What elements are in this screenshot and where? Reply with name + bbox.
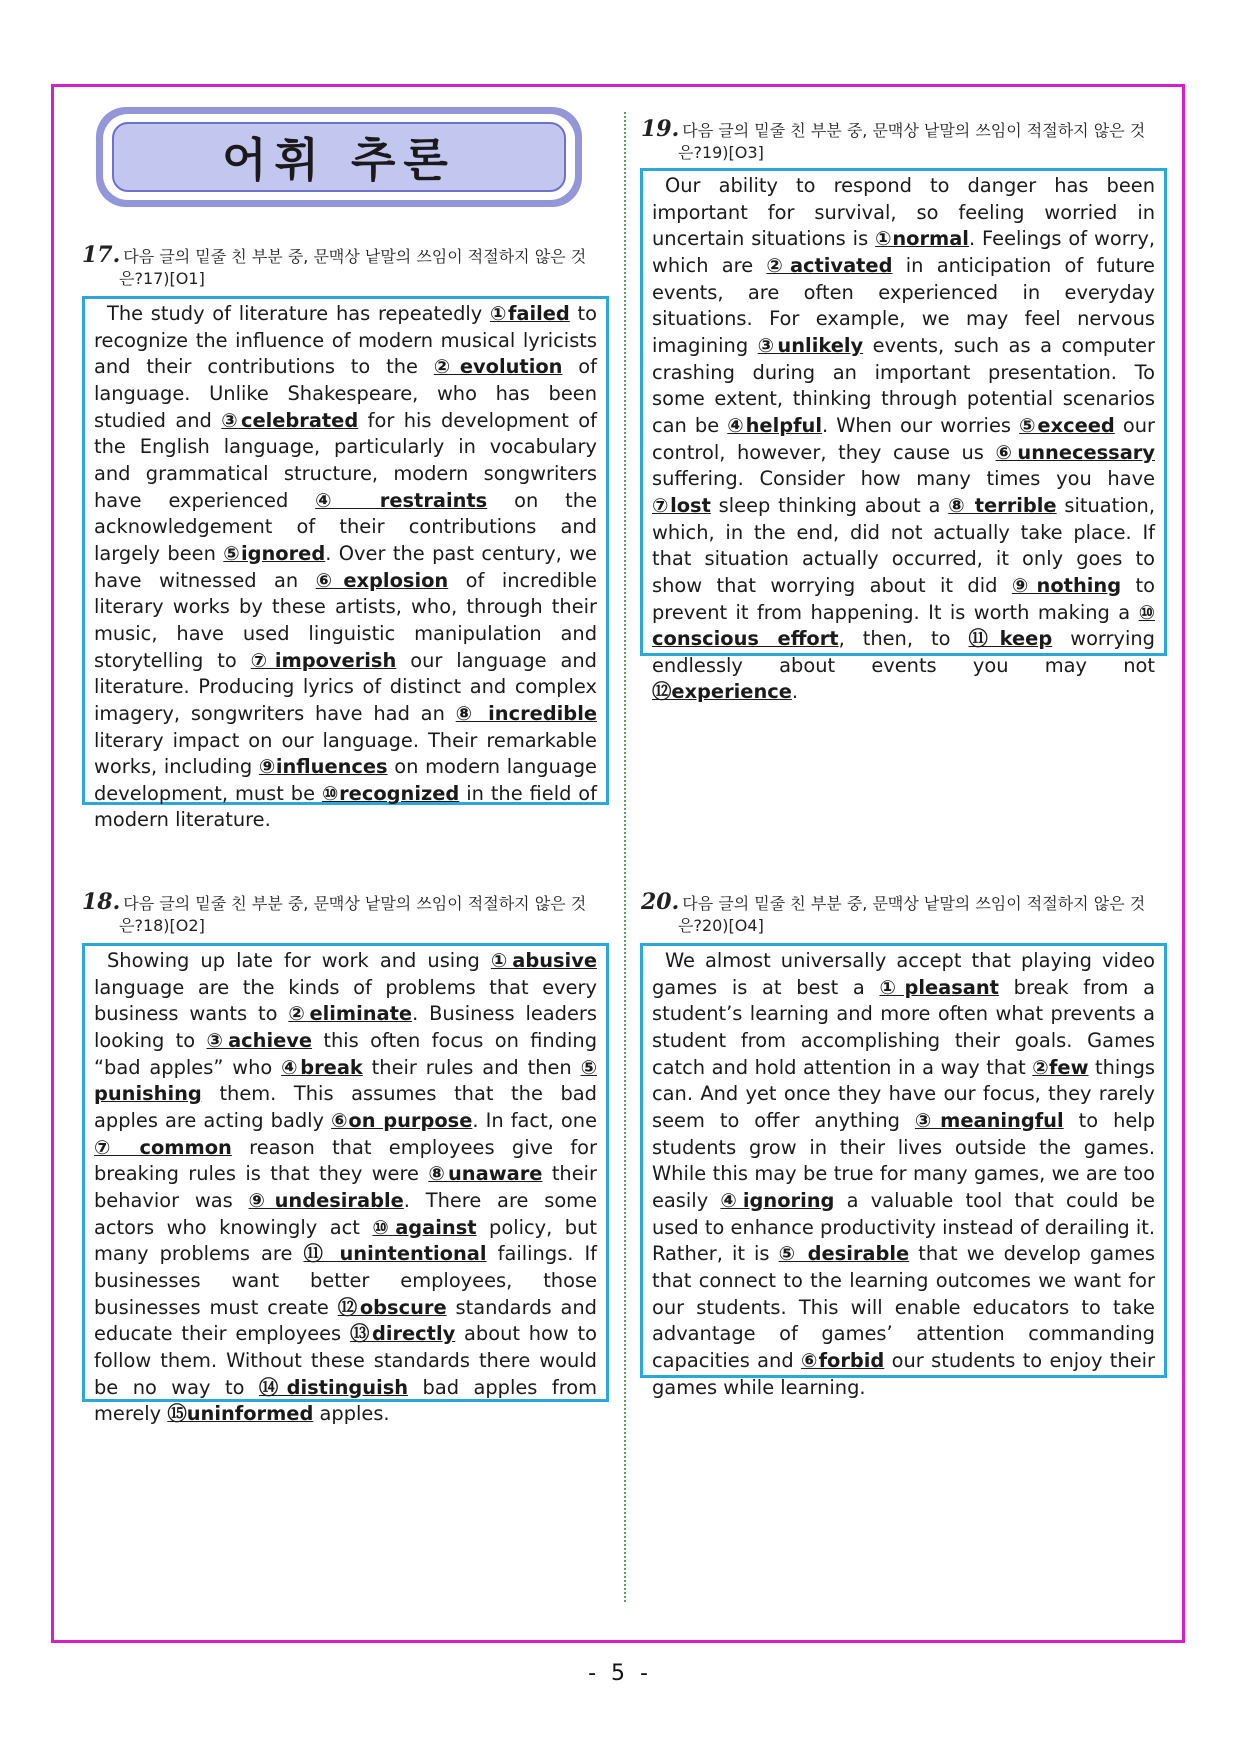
underlined-word-6: ⑥forbid [800, 1348, 885, 1372]
question-prompt-end: 은?18)[O2] [119, 916, 205, 935]
question-19-header [641, 118, 1167, 164]
underlined-word-6: ⑥on purpose [331, 1108, 473, 1132]
underlined-word-6: ⑥explosion [315, 568, 449, 592]
underlined-word-12: ⑫experience [652, 680, 792, 704]
underlined-word-1: ①pleasant [879, 975, 999, 999]
page-number: - 5 - [588, 1661, 652, 1686]
question-20-passage [640, 943, 1167, 1399]
question-number: 19. [641, 116, 680, 142]
underlined-word-12: ⑫obscure [337, 1295, 447, 1319]
question-prompt: 다음 글의 밑줄 친 부분 중, 문맥상 낱말의 쓰임이 적절하지 않은 것 [682, 894, 1146, 913]
question-number: 17. [82, 242, 121, 268]
underlined-word-10: ⑩ conscious effort [652, 600, 1155, 651]
underlined-word-9: ⑨nothing [1011, 573, 1122, 597]
question-20-header [641, 891, 1167, 937]
underlined-word-14: ⑭distinguish [258, 1375, 409, 1399]
underlined-word-7: ⑦lost [652, 493, 711, 517]
question-number: 20. [641, 889, 680, 915]
underlined-word-10: ⑩recognized [321, 781, 460, 805]
question-19-passage [640, 168, 1167, 704]
question-prompt-end: 은?19)[O3] [678, 143, 764, 162]
question-prompt-end: 은?17)[O1] [119, 269, 205, 288]
underlined-word-10: ⑩against [372, 1215, 477, 1239]
underlined-word-4: ④ restraints [315, 488, 488, 512]
question-prompt: 다음 글의 밑줄 친 부분 중, 문맥상 낱말의 쓰임이 적절하지 않은 것 [682, 121, 1146, 140]
question-18-passage [82, 943, 609, 1426]
question-number: 18. [82, 889, 121, 915]
underlined-word-1: ①normal [875, 227, 969, 251]
underlined-word-11: ⑪keep [968, 627, 1053, 651]
question-17-header [82, 244, 608, 290]
underlined-word-5: ⑤ desirable [778, 1242, 910, 1266]
question-prompt: 다음 글의 밑줄 친 부분 중, 문맥상 낱말의 쓰임이 적절하지 않은 것 [123, 247, 587, 266]
underlined-word-4: ④helpful [727, 413, 822, 437]
underlined-word-3: ③meaningful [914, 1108, 1064, 1132]
underlined-word-5: ⑤exceed [1019, 413, 1115, 437]
question-prompt-end: 은?20)[O4] [678, 916, 764, 935]
column-divider [624, 112, 626, 1602]
underlined-word-4: ④ignoring [720, 1188, 835, 1212]
passage-text: We almost universally accept that playing video games is at best a ①pleasant break from a student’s learning and more often what prevents a student from accomplishing their goals. Games catch and hold attention in a way that ②few things can. And yet once they have our focus, they rarely seem to offer anything ③meaningful to help students grow in their lives outside the games. While this may be true for many games, we are too easily ④ignoring a valuable tool that could be used to enhance productivity instead of derailing it. Rather, it is ⑤ desirable that we develop games that connect to the learning outcomes we want for our students. This will enable educators to take advantage of games’ attention commanding capacities and ⑥forbid our students to enjoy their games while learning. [652, 949, 1156, 1399]
underlined-word-1: ①failed [489, 302, 570, 325]
question-18-header [82, 891, 608, 937]
underlined-word-11: ⑪ unintentional [303, 1242, 487, 1266]
passage-text: The study of literature has repeatedly ①failed to recognize the influence of modern musical lyricists and their contributions to the ②evolution of language. Unlike Shakespeare, who has been studied and ③celebrated for his development of the English language, particularly in vocabulary and grammatical structure, modern songwriters have experienced ④ restraints on the acknowledgement of their contributions and largely been ⑤ignored. Over the past century, we have witnessed an ⑥explosion of incredible literary works by these artists, who, through their music, have used linguistic manipulation and storytelling to ⑦impoverish our language and literature. Producing lyrics of distinct and complex imagery, songwriters have had an ⑧ incredible literary impact on our language. Their remarkable works, including ⑨influences on modern language development, must be ⑩recognized in the field of modern literature. [94, 302, 598, 832]
underlined-word-7: ⑦impoverish [250, 648, 397, 672]
underlined-word-4: ④break [281, 1055, 363, 1079]
underlined-word-8: ⑧ incredible [455, 701, 597, 725]
underlined-word-3: ③unlikely [757, 333, 864, 357]
underlined-word-5: ⑤ignored [223, 541, 326, 565]
question-prompt: 다음 글의 밑줄 친 부분 중, 문맥상 낱말의 쓰임이 적절하지 않은 것 [123, 894, 587, 913]
underlined-word-9: ⑨influences [258, 755, 388, 779]
passage-text: Showing up late for work and using ①abusive language are the kinds of problems that every business wants to ②eliminate. Business leaders looking to ③achieve this often focus on finding “bad apples” who ④break their rules and then ⑤ punishing them. This assumes that the bad apples are acting badly ⑥on purpose. In fact, one ⑦ common reason that employees give for breaking rules is that they were ⑧unaware their behavior was ⑨undesirable. There are some actors who knowingly act ⑩against policy, but many problems are ⑪ unintentional failings. If businesses want better employees, those businesses must create ⑫obscure standards and educate their employees ⑬directly about how to follow them. Without these standards there would be no way to ⑭distinguish bad apples from merely ⑮uninformed apples. [94, 949, 598, 1426]
underlined-word-2: ②evolution [433, 355, 563, 379]
underlined-word-8: ⑧ terrible [948, 493, 1057, 517]
underlined-word-1: ①abusive [490, 949, 597, 972]
underlined-word-6: ⑥unnecessary [995, 440, 1156, 464]
underlined-word-2: ②eliminate [288, 1002, 413, 1026]
underlined-word-3: ③celebrated [221, 408, 359, 432]
underlined-word-13: ⑬directly [349, 1322, 456, 1346]
underlined-word-9: ⑨undesirable [248, 1188, 404, 1212]
section-title: 어휘 추론 [222, 133, 456, 187]
question-17-passage [82, 296, 609, 832]
underlined-word-2: ②activated [766, 253, 893, 277]
underlined-word-5: ⑤ punishing [94, 1055, 597, 1106]
underlined-word-8: ⑧unaware [428, 1162, 543, 1186]
section-title-badge [96, 107, 582, 207]
underlined-word-3: ③achieve [206, 1028, 313, 1052]
underlined-word-15: ⑮uninformed [167, 1402, 314, 1426]
underlined-word-2: ②few [1032, 1055, 1089, 1079]
passage-text: Our ability to respond to danger has been important for survival, so feeling worried in uncertain situations is ①normal. Feelings of worry, which are ②activated in anticipation of future events, are often experienced in everyday situations. For example, we may feel nervous imagining ③unlikely events, such as a computer crashing during an important presentation. To some extent, thinking through potential scenarios can be ④helpful. When our worries ⑤exceed our control, however, they cause us ⑥unnecessary suffering. Consider how many times you have ⑦lost sleep thinking about a ⑧ terrible situation, which, in the end, did not actually take place. If that situation actually occurred, it only goes to show that worrying about it did ⑨nothing to prevent it from happening. It is worth making a ⑩ conscious effort, then, to ⑪keep worrying endlessly about events you may not ⑫experience. [652, 174, 1156, 704]
underlined-word-7: ⑦ common [94, 1135, 232, 1159]
